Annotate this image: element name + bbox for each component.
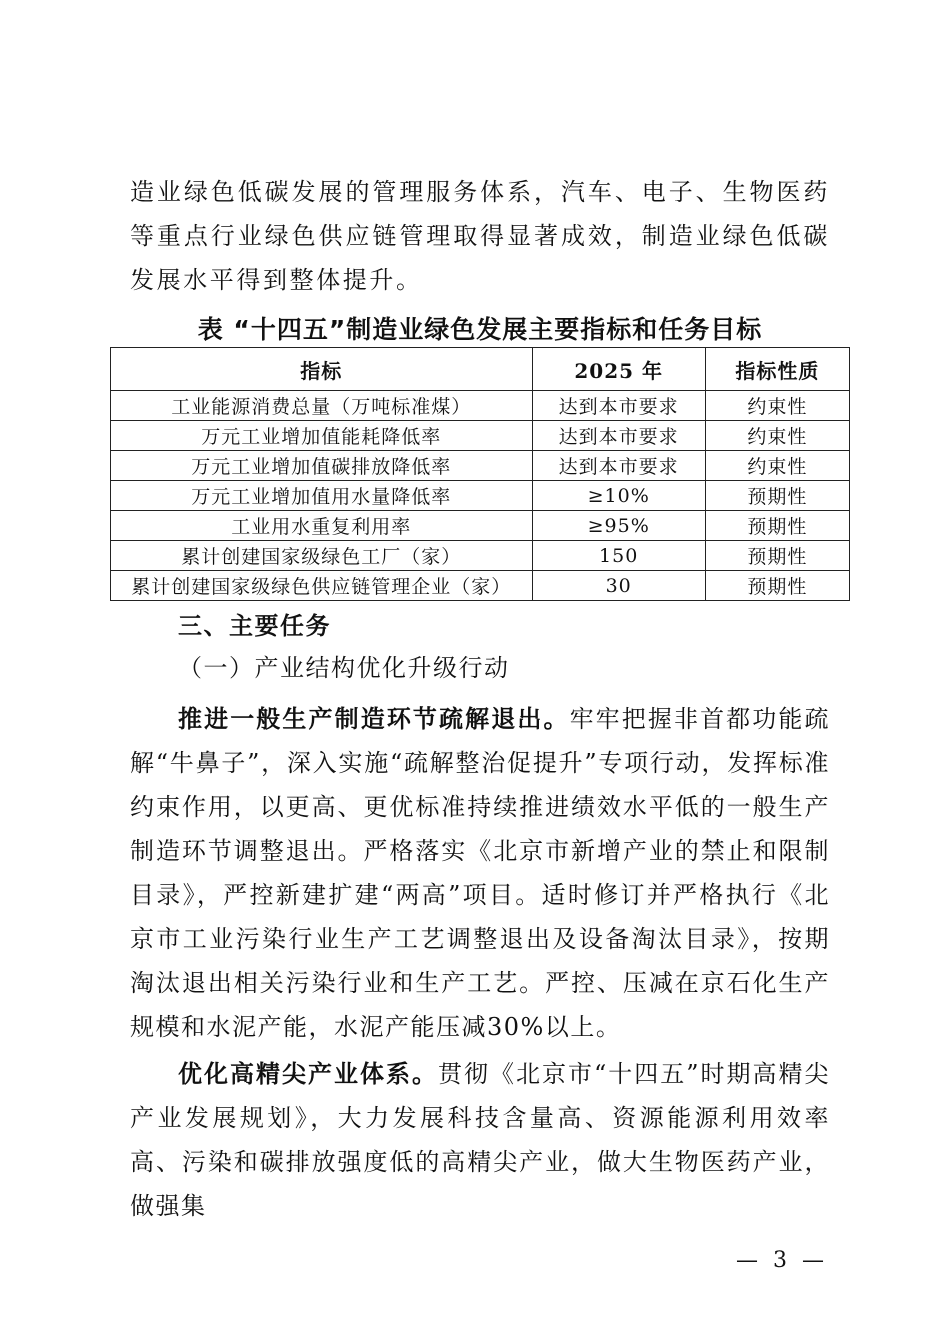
intro-paragraph: 造业绿色低碳发展的管理服务体系，汽车、电子、生物医药等重点行业绿色供应链管理取得显著成效，制造业绿色低碳发展水平得到整体提升。: [130, 178, 830, 294]
table-row: [111, 421, 850, 451]
indicator-cell: 工业能源消费总量（万吨标准煤）: [111, 391, 533, 421]
target-cell: ≥95%: [532, 511, 705, 541]
table-caption: 表 “十四五”制造业绿色发展主要指标和任务目标: [197, 315, 763, 344]
header-year-2025: 2025 年: [532, 348, 705, 391]
indicator-cell: 累计创建国家级绿色工厂（家）: [111, 541, 533, 571]
header-indicator: 指标: [111, 348, 533, 391]
target-cell: 30: [532, 571, 705, 601]
target-cell: ≥10%: [532, 481, 705, 511]
nature-cell: 预期性: [705, 511, 849, 541]
nature-cell: 约束性: [705, 391, 849, 421]
table-row: [111, 451, 850, 481]
table-row: [111, 391, 850, 421]
indicator-cell: 万元工业增加值碳排放降低率: [111, 451, 533, 481]
subsection-heading: （一）产业结构优化升级行动: [178, 654, 510, 682]
table-row: [111, 481, 850, 511]
nature-cell: 预期性: [705, 541, 849, 571]
table-header-row: [111, 348, 850, 391]
nature-cell: 预期性: [705, 481, 849, 511]
paragraph-exit-general-manufacturing: [130, 697, 830, 1049]
nature-cell: 预期性: [705, 571, 849, 601]
indicator-cell: 累计创建国家级绿色供应链管理企业（家）: [111, 571, 533, 601]
paragraph-optimize-industry-system: [130, 1052, 830, 1228]
paragraph-lead: 推进一般生产制造环节疏解退出。: [178, 705, 570, 733]
table-row: [111, 541, 850, 571]
target-cell: 达到本市要求: [532, 451, 705, 481]
target-cell: 达到本市要求: [532, 391, 705, 421]
indicator-cell: 万元工业增加值用水量降低率: [111, 481, 533, 511]
indicator-cell: 工业用水重复利用率: [111, 511, 533, 541]
section-heading: 三、主要任务: [178, 612, 331, 640]
nature-cell: 约束性: [705, 421, 849, 451]
table-row: [111, 511, 850, 541]
indicator-cell: 万元工业增加值能耗降低率: [111, 421, 533, 451]
header-nature: 指标性质: [705, 348, 849, 391]
indicator-table: [110, 347, 850, 601]
page-number: — 3 —: [736, 1248, 828, 1273]
paragraph-body: 牢牢把握非首都功能疏解“牛鼻子”，深入实施“疏解整治促提升”专项行动，发挥标准约束作用，以更高、更优标准持续推进绩效水平低的一般生产制造环节调整退出。严格落实《北京市新增产业的禁止和限制目录》，严控新建扩建“两高”项目。适时修订并严格执行《北京市工业污染行业生产工艺调整退出及设备淘汰目录》，按期淘汰退出相关污染行业和生产工艺。严控、压减在京石化生产规模和水泥产能，水泥产能压减30%以上。: [130, 705, 830, 1041]
target-cell: 150: [532, 541, 705, 571]
paragraph-body: 贯彻《北京市“十四五”时期高精尖产业发展规划》，大力发展科技含量高、资源能源利用效率高、污染和碳排放强度低的高精尖产业，做大生物医药产业，做强集: [130, 1060, 830, 1220]
nature-cell: 约束性: [705, 451, 849, 481]
target-cell: 达到本市要求: [532, 421, 705, 451]
paragraph-lead: 优化高精尖产业体系。: [178, 1060, 438, 1088]
table-row: [111, 571, 850, 601]
